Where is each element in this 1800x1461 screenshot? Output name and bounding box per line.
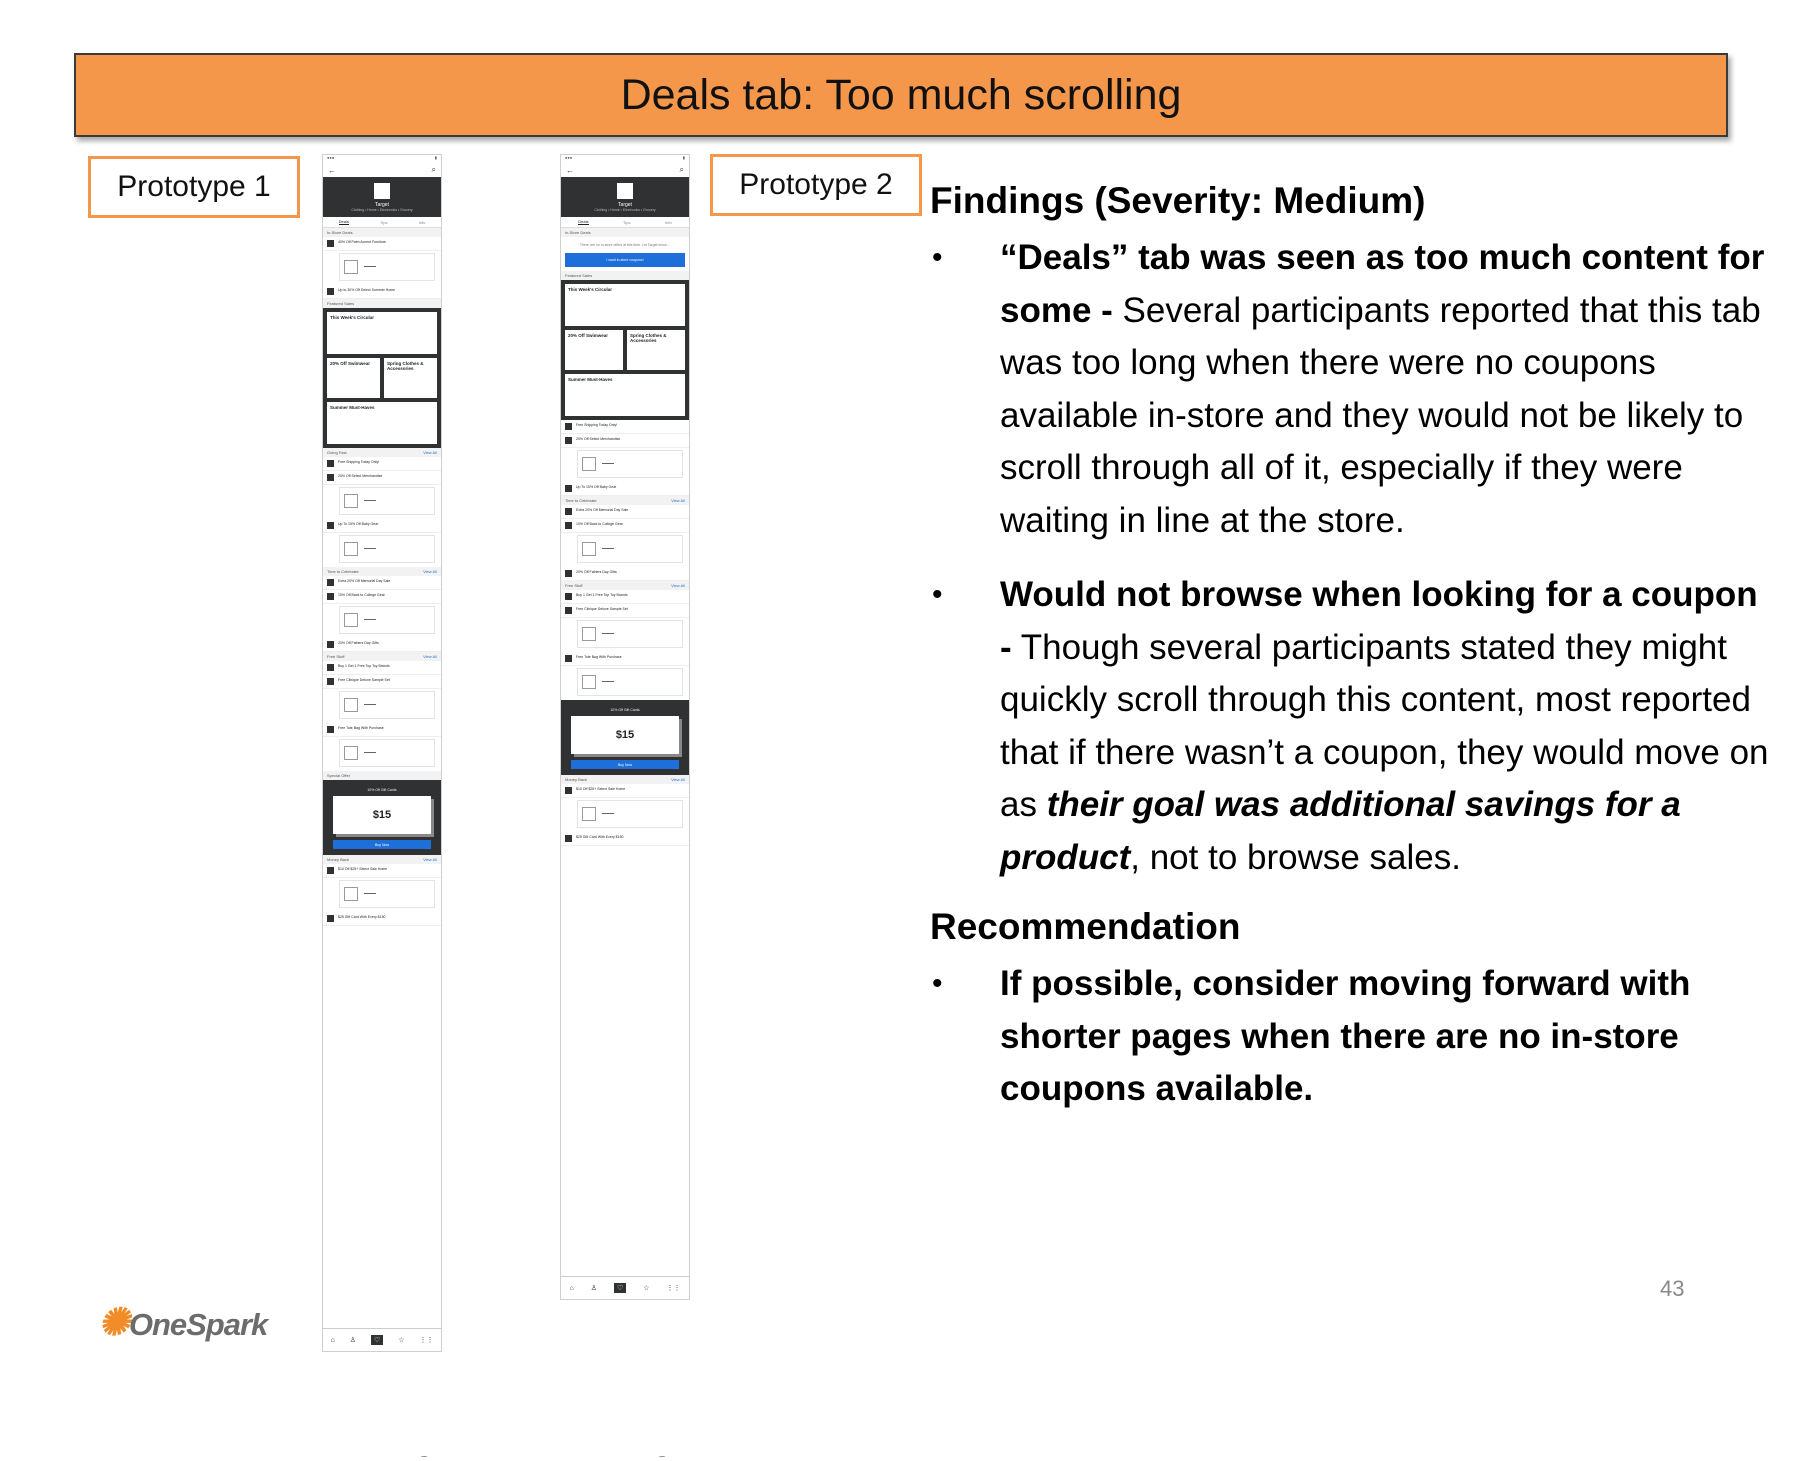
prototype-2-label: Prototype 2 — [710, 154, 922, 216]
tab-info: Info — [418, 219, 426, 225]
back-arrow-icon: ← — [328, 165, 336, 175]
check-icon — [565, 593, 572, 600]
deal-row: Up to 30% Off Select Summer Home — [323, 285, 441, 299]
product-tile: ▬▬▬▬ — [339, 691, 435, 719]
deal-row: $25 Gift Card With Every $150 — [561, 832, 689, 846]
check-icon — [327, 593, 334, 600]
gift-card-offer: 10% Off Gift Cards $15 Buy Now — [323, 780, 441, 855]
product-tile: ▬▬▬▬ — [339, 487, 435, 515]
deal-row: Free Clinique Deluxe Sample Set — [323, 675, 441, 689]
section-header: Free Stuff View All — [323, 652, 441, 661]
check-icon — [327, 678, 334, 685]
phone-tabs — [323, 217, 441, 228]
featured-grid — [561, 280, 689, 420]
deal-row: 20% Off Select Merchandise — [561, 434, 689, 448]
store-name: Target — [618, 202, 632, 208]
store-logo — [617, 183, 633, 199]
slide-title: Deals tab: Too much scrolling — [620, 70, 1182, 119]
section-header: Special Offer — [323, 771, 441, 780]
deal-row: Up To 15% Off Baby Gear — [323, 519, 441, 533]
buy-now-button: Buy Now — [571, 760, 679, 769]
featured-grid — [323, 308, 441, 448]
prototype-1-label: Prototype 1 — [88, 156, 300, 218]
grid-icon: ⋮⋮ — [419, 1337, 434, 1344]
deal-row: 20% Off Fathers Day Gifts — [323, 638, 441, 652]
want-coupons-button: I want in-store coupons! — [565, 253, 685, 267]
prototype-1-screenshot — [322, 154, 442, 1461]
product-tile: ▬▬▬▬ — [339, 606, 435, 634]
swimwear-card: 20% Off Swimwear — [327, 358, 380, 398]
summer-card: Summer Must-Haves — [565, 374, 685, 416]
no-offers-message: There are no in-store offers at this time. Let Target know… — [579, 243, 671, 247]
check-icon — [565, 787, 572, 794]
gift-card-amount: $15 — [571, 716, 679, 754]
finding-2-end: , not to browse sales. — [1130, 837, 1461, 877]
search-icon: ⌕ — [679, 165, 684, 174]
check-icon — [565, 423, 572, 430]
section-header: In-Store Deals — [323, 228, 441, 237]
deal-row: 40% Off Palm Accent Furniture — [323, 237, 441, 251]
app-logo: ~~ — [421, 1455, 427, 1461]
store-categories: Clothing • Home • Electronics • Grocery — [351, 208, 413, 212]
deal-row: 20% Off Select Merchandise — [323, 471, 441, 485]
check-icon — [327, 240, 334, 247]
check-icon — [565, 835, 572, 842]
gift-card-offer: 10% Off Gift Cards $15 Buy Now — [561, 700, 689, 775]
check-icon — [327, 867, 334, 874]
deal-row: Buy 1 Get 1 Free Top Toy Brands — [561, 590, 689, 604]
person-icon: ♙ — [349, 1337, 356, 1344]
prototype-2-screenshot — [560, 154, 690, 1461]
product-tile: ▬▬▬▬ — [577, 800, 683, 828]
tab-deals: Deals — [338, 219, 349, 224]
deal-row: Buy 1 Get 1 Free Top Toy Brands — [323, 661, 441, 675]
spring-card: Spring Clothes & Accessories — [627, 330, 685, 370]
check-icon — [565, 485, 572, 492]
recommendation-bullet — [930, 958, 1770, 1116]
gift-card-amount: $15 — [333, 796, 431, 834]
star-icon: ☆ — [643, 1285, 650, 1292]
tab-deals: Deals — [578, 219, 589, 224]
product-tile: ▬▬▬▬ — [339, 253, 435, 281]
deal-row: 20% Off Fathers Day Gifts — [561, 567, 689, 581]
tab-tips: Tips — [623, 219, 631, 225]
section-header: Time to Celebrate View All — [561, 496, 689, 505]
spark-icon: ✺ — [98, 1302, 129, 1344]
swimwear-card: 20% Off Swimwear — [565, 330, 623, 370]
section-header: Free Stuff View All — [561, 581, 689, 590]
check-icon — [565, 508, 572, 515]
phone-tabs — [561, 217, 689, 228]
home-icon: ⌂ — [330, 1336, 335, 1344]
section-header: Featured Sales — [561, 271, 689, 280]
check-icon — [565, 655, 572, 662]
deal-row: Free Clinique Deluxe Sample Set — [561, 604, 689, 618]
product-tile: ▬▬▬▬ — [577, 535, 683, 563]
deal-row: Free Shipping Today Only! — [561, 420, 689, 434]
deal-row: Free Tote Bag With Purchase — [561, 652, 689, 666]
status-bar: ●●● ▮ — [561, 155, 689, 163]
deal-row: $10 Off $25+ Select Sale Home — [561, 784, 689, 798]
section-header: Money Back View All — [323, 855, 441, 864]
store-logo — [374, 183, 390, 199]
section-header: Money Back View All — [561, 775, 689, 784]
findings-heading: Findings (Severity: Medium) — [930, 180, 1426, 221]
section-header: Time to Celebrate View All — [323, 567, 441, 576]
bullet-dot: • — [932, 578, 943, 611]
deal-row: $25 Gift Card With Every $150 — [323, 912, 441, 926]
check-icon — [565, 437, 572, 444]
finding-2-text: Though several participants stated they might quickly scroll through this content, most reported that if there wasn’t a coupon, they would move on as — [1000, 627, 1769, 824]
product-tile: ▬▬▬▬ — [339, 880, 435, 908]
phone-tab-bar — [323, 1328, 441, 1351]
product-tile: ▬▬▬▬ — [339, 535, 435, 563]
store-name: Target — [375, 202, 389, 208]
onespark-logo: ✺OneSpark — [98, 1302, 268, 1344]
check-icon — [565, 607, 572, 614]
app-logo: ~~ — [659, 1455, 665, 1461]
finding-2-emphasis: their goal was additional savings for a product — [1000, 785, 1681, 877]
back-arrow-icon: ← — [566, 165, 574, 175]
section-header: In-Store Deals — [561, 228, 689, 237]
deal-row: Free Shipping Today Only! — [323, 457, 441, 471]
title-bar — [74, 53, 1728, 137]
summer-card: Summer Must-Haves — [327, 402, 437, 444]
search-icon: ⌕ — [431, 165, 436, 174]
bullet-dot: • — [932, 967, 943, 1000]
check-icon — [327, 726, 334, 733]
store-hero — [323, 177, 441, 217]
check-icon — [327, 664, 334, 671]
store-hero — [561, 177, 689, 217]
tab-tips: Tips — [380, 219, 388, 225]
finding-bullet-1 — [930, 232, 1770, 547]
finding-bullet-2 — [930, 569, 1770, 884]
product-tile: ▬▬▬▬ — [339, 739, 435, 767]
bullet-dot: • — [932, 241, 943, 274]
star-icon: ☆ — [398, 1337, 405, 1344]
circular-card: This Week's Circular — [565, 284, 685, 326]
deal-row: Free Tote Bag With Purchase — [323, 723, 441, 737]
product-tile: ▬▬▬▬ — [577, 668, 683, 696]
status-bar: ●●● ▮ — [323, 155, 441, 163]
recommendation-heading: Recommendation — [930, 906, 1241, 947]
check-icon — [327, 915, 334, 922]
spring-card: Spring Clothes & Accessories — [384, 358, 437, 398]
deal-row: 10% Off Back to College Gear — [561, 519, 689, 533]
person-icon: ♙ — [590, 1285, 597, 1292]
check-icon — [327, 474, 334, 481]
finding-1-bold: “Deals” tab was seen as too much content for some - — [1000, 238, 1765, 330]
finding-2-bold: Would not browse when looking for a coupon - — [1000, 575, 1758, 667]
findings-panel — [930, 180, 1770, 1138]
phone-tab-bar — [561, 1276, 689, 1299]
check-icon — [565, 570, 572, 577]
heart-icon: ♡ — [371, 1335, 383, 1345]
check-icon — [327, 522, 334, 529]
circular-card: This Week's Circular — [327, 312, 437, 354]
check-icon — [327, 460, 334, 467]
deal-row: Up To 15% Off Baby Gear — [561, 482, 689, 496]
product-tile: ▬▬▬▬ — [577, 450, 683, 478]
check-icon — [327, 579, 334, 586]
home-icon: ⌂ — [569, 1284, 574, 1292]
check-icon — [327, 641, 334, 648]
buy-now-button: Buy Now — [333, 840, 431, 849]
deal-row: Extra 20% Off Memorial Day Sale — [561, 505, 689, 519]
store-categories: Clothing • Home • Electronics • Grocery — [594, 208, 656, 212]
heart-icon: ♡ — [614, 1283, 626, 1293]
product-tile: ▬▬▬▬ — [577, 620, 683, 648]
section-header: Going Fast View All — [323, 448, 441, 457]
deal-row: 10% Off Back to College Gear — [323, 590, 441, 604]
recommendation-text: If possible, consider moving forward with shorter pages when there are no in-store coupons available. — [1000, 964, 1691, 1108]
page-number: 43 — [1660, 1276, 1685, 1301]
check-icon — [565, 522, 572, 529]
section-header: Featured Sales — [323, 299, 441, 308]
tab-info: Info — [665, 219, 672, 225]
finding-1-text: Several participants reported that this tab was too long when there were no coupons available in-store and they would not be likely to scroll through all of it, especially if they were waiting in line at the store. — [1000, 290, 1761, 540]
check-icon — [327, 288, 334, 295]
deal-row: Extra 20% Off Memorial Day Sale — [323, 576, 441, 590]
deal-row: $10 Off $25+ Select Sale Home — [323, 864, 441, 878]
grid-icon: ⋮⋮ — [666, 1285, 681, 1292]
